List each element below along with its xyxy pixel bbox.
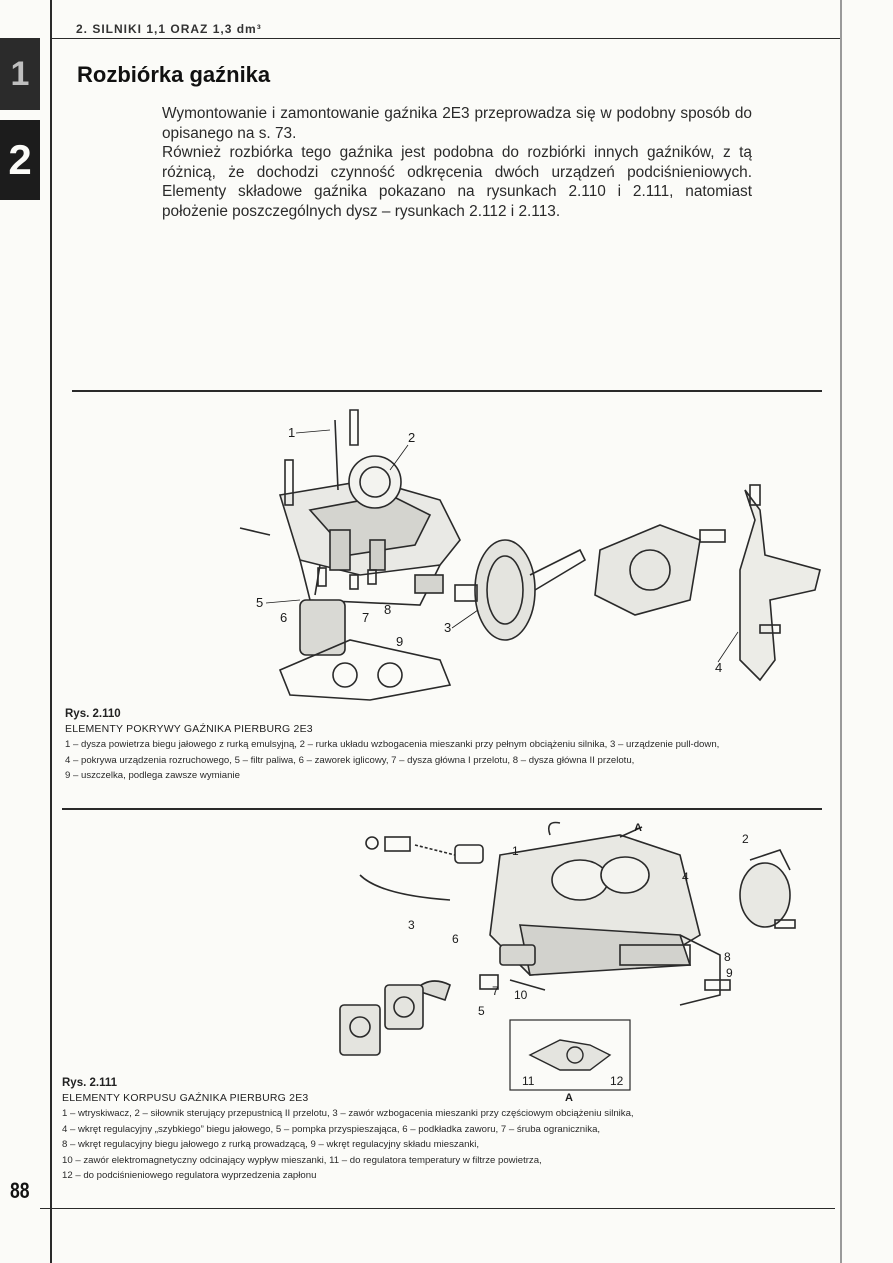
figure-110-label: Rys. 2.110 xyxy=(65,708,121,720)
figure-111-label: Rys. 2.111 xyxy=(62,1077,117,1089)
page-number: 88 xyxy=(10,1178,30,1203)
fig111-callout-4: 4 xyxy=(682,870,689,884)
fig110-callout-3: 3 xyxy=(444,620,452,635)
figure-111-legend-line-2: 4 – wkręt regulacyjny „szybkiego” biegu jałowego, 5 – pompka przyspieszająca, 6 – podkładka zaworu, 7 – śruba ogranicznika, xyxy=(62,1123,601,1135)
fig111-inset-label-a: A xyxy=(565,1092,573,1104)
figure-111-legend-line-1: 1 – wtryskiwacz, 2 – siłownik sterujący przepustnicą II przelotu, 3 – zawór wzbogacenia mieszanki przy częściowym obciążeniu silnika, xyxy=(62,1108,634,1119)
figure-110-legend-line-3: 9 – uszczelka, podlega zawsze wymianie xyxy=(65,770,240,781)
fig110-callout-5: 5 xyxy=(256,595,264,610)
header-rule xyxy=(50,38,840,39)
section-body xyxy=(162,104,752,221)
fig110-callout-2: 2 xyxy=(408,430,416,445)
section-title: Rozbiórka gaźnika xyxy=(77,62,271,87)
paragraph-2: Również rozbiórka tego gaźnika jest podobna do rozbiórki innych gaźników, z tą różnicą, że dochodzi czynność odkręcenia dwóch urządzeń podciśnieniowych. Elementy składowe gaźnika pokazano na rysunkach 2.110 i 2.111, natomiast położenie poszczególnych dysz – rysunkach 2.112 i 2.113. xyxy=(162,144,752,220)
figure-110-title: ELEMENTY POKRYWY GAŹNIKA PIERBURG 2E3 xyxy=(65,723,313,735)
figure-111-top-rule xyxy=(62,808,822,810)
paragraph-1: Wymontowanie i zamontowanie gaźnika 2E3 przeprowadza się w podobny sposób do opisanego na s. 73. xyxy=(162,105,752,142)
fig111-callout-8: 8 xyxy=(724,950,731,964)
figure-111-caption xyxy=(62,1077,832,1184)
figure-110-illustration xyxy=(240,400,830,705)
fig111-callout-5: 5 xyxy=(478,1004,485,1018)
figure-111-legend-line-3: 8 – wkręt regulacyjny biegu jałowego z rurką prowadzącą, 9 – wkręt regulacyjny składu mieszanki, xyxy=(62,1139,479,1150)
fig111-callout-2: 2 xyxy=(742,832,749,846)
fig110-callout-9: 9 xyxy=(396,634,404,649)
figure-110-legend-line-2: 4 – pokrywa urządzenia rozruchowego, 5 – filtr paliwa, 6 – zaworek iglicowy, 7 – dysza główna I przelotu, 8 – dysza główna II przelotu, xyxy=(65,754,635,766)
right-margin-rule xyxy=(840,0,842,1263)
fig111-detail-mark-a: A xyxy=(634,822,642,834)
fig111-callout-3: 3 xyxy=(408,918,415,932)
chapter-tab-1: 1 xyxy=(0,38,40,110)
running-head: 2. SILNIKI 1,1 ORAZ 1,3 dm³ xyxy=(76,22,262,36)
fig110-callout-4: 4 xyxy=(715,660,723,675)
figure-111-legend-line-5: 12 – do podciśnieniowego regulatora wyprzedzenia zapłonu xyxy=(62,1170,317,1181)
figure-111-illustration xyxy=(320,815,820,1104)
left-margin-rule xyxy=(50,0,52,1263)
fig110-callout-6: 6 xyxy=(280,610,288,625)
fig110-callout-7: 7 xyxy=(362,610,370,625)
fig111-callout-9: 9 xyxy=(726,966,733,980)
fig111-callout-12: 12 xyxy=(610,1074,624,1088)
fig111-callout-1: 1 xyxy=(512,844,519,858)
footer-rule xyxy=(40,1208,835,1209)
figure-110-caption xyxy=(65,708,835,784)
figure-111-title: ELEMENTY KORPUSU GAŹNIKA PIERBURG 2E3 xyxy=(62,1092,309,1104)
fig111-callout-11: 11 xyxy=(522,1074,535,1088)
fig111-callout-6: 6 xyxy=(452,932,459,946)
figure-110-legend-line-1: 1 – dysza powietrza biegu jałowego z rurką emulsyjną, 2 – rurka układu wzbogacenia mieszanki przy pełnym obciążeniu silnika, 3 – urządzenie pull-down, xyxy=(65,739,720,750)
fig111-callout-10: 10 xyxy=(514,988,528,1002)
fig110-callout-8: 8 xyxy=(384,602,392,617)
fig110-callout-1: 1 xyxy=(288,425,296,440)
chapter-tab-2: 2 xyxy=(0,120,40,200)
figure-110-top-rule xyxy=(72,390,822,392)
figure-111-legend-line-4: 10 – zawór elektromagnetyczny odcinający wypływ mieszanki, 11 – do regulatora temperatury w filtrze powietrza, xyxy=(62,1154,542,1166)
fig111-callout-7: 7 xyxy=(492,984,499,998)
